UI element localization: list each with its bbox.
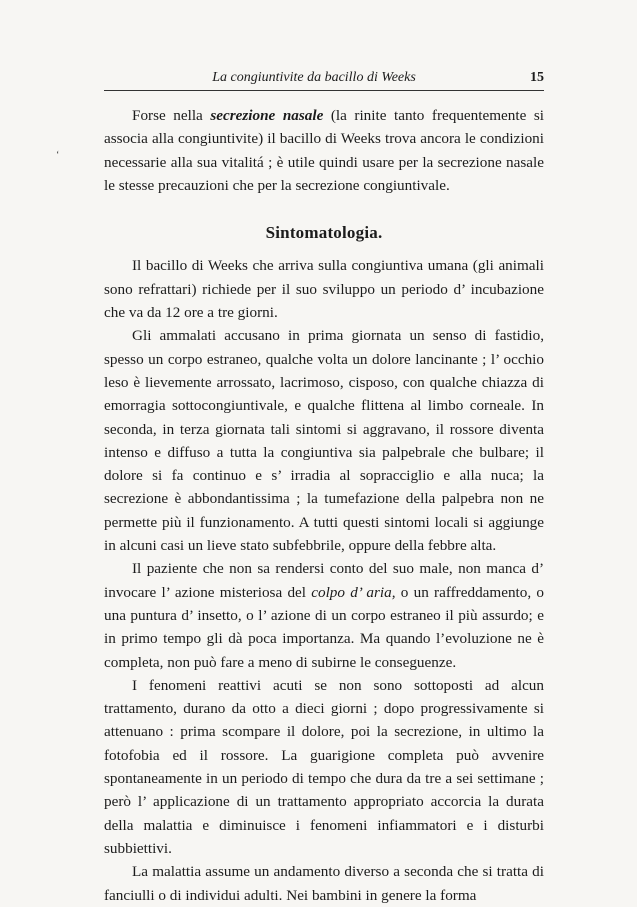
running-header <box>104 66 544 91</box>
paragraph-5: La malattia assume un andamento diverso a seconda che si tratta di fanciulli o di individui adulti. Nei bambini in genere la forma <box>104 863 544 904</box>
intro-paragraph <box>104 104 544 197</box>
margin-mark: ‘ <box>56 150 60 161</box>
paragraph-4: I fenomeni reattivi acuti se non sono sottoposti ad alcun trattamento, durano da otto a dieci giorni ; dopo progressivamente si attenuano : prima scompare il dolore, poi la secrezione, in ultimo la fotofobia ed il rossore. La guarigione completa può avvenire spontaneamente in un periodo di tempo che dura da tre a sei settimane ; però l’ applicazione di un trattamento appropriato accorcia la durata della malattia e diminuisce i fenomeni infiammatori e i disturbi subbiettivi. <box>104 676 544 857</box>
body-text <box>104 104 544 907</box>
paragraph-3-after: o un raffreddamento, o una puntura d’ insetto, o l’ azione di un corpo estraneo il più assurdo; e in primo tempo gli dà poca importanza. Ma quando l’evoluzione ne è completa, non può fare a meno di subirne le conseguenze. <box>104 583 545 671</box>
running-title: La congiuntivite da bacillo di Weeks <box>212 70 416 85</box>
intro-after: (la rinite tanto frequentemente si associa alla congiuntivite) il bacillo di Weeks trova ancora le condizioni necessarie alla sua vitalitá ; è utile quindi usare per la secrezione nasale le stesse precauzioni che per la secrezione congiuntivale. <box>104 107 544 194</box>
page-number: 15 <box>530 70 544 85</box>
paragraph-1: Il bacillo di Weeks che arriva sulla congiuntiva umana (gli animali sono refrattari) richiede per il suo sviluppo un periodo d’ incubazione che va da 12 ore a tre giorni. <box>104 257 544 322</box>
section-heading: Sintomatologia. <box>265 223 383 243</box>
paragraph-3-before: Il paziente che non sa rendersi conto del suo male, non manca d’ invocare l’ azione misteriosa del <box>104 560 544 601</box>
paragraph-3 <box>104 557 544 673</box>
intro-before: Forse nella <box>132 107 211 124</box>
intro-emphasis: secrezione nasale <box>210 107 324 124</box>
paragraph-2: Gli ammalati accusano in prima giornata un senso di fastidio, spesso un corpo estraneo, qualche volta un dolore lancinante ; l’ occhio leso è lievemente arrossato, lacrimoso, cisposo, con qualche chiazza di emorragia sottocongiuntivale, e qualche flittena al limbo corneale. In seconda, in terza giornata tali sintomi si aggravano, il rossore diventa intenso e diffuso a tutta la congiuntiva sia palpebrale che bulbare; il dolore si fa continuo e s’ irradia al sopracciglio e alla nuca; la secrezione è abbondantissima ; la tumefazione della palpebra non ne permette più il funzionamento. A tutti questi sintomi locali si aggiunge in alcuni casi un lieve stato subfebbrile, oppure della febbre alta. <box>104 327 544 555</box>
paragraph-3-emphasis: colpo d’ aria, <box>311 583 396 601</box>
